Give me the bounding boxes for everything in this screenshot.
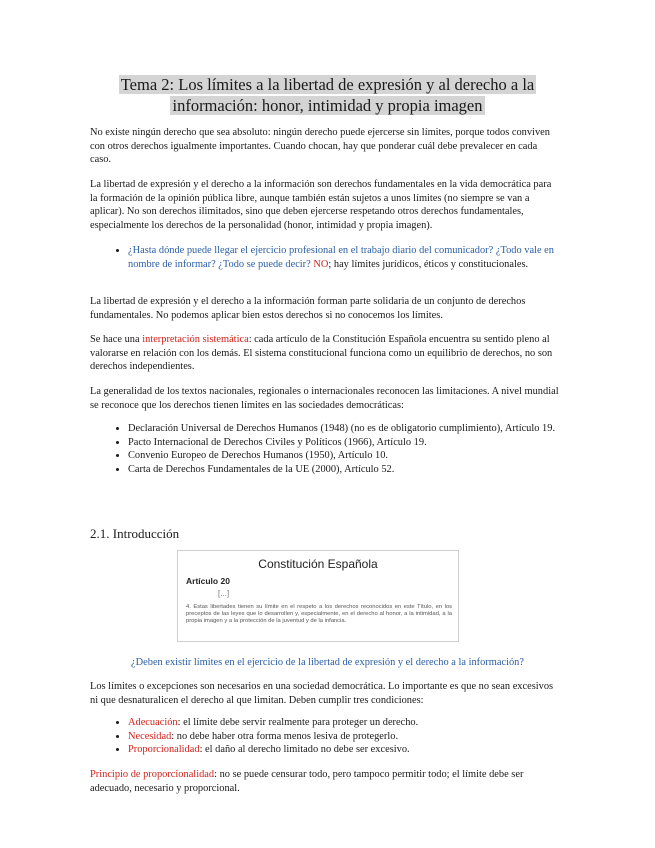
answer-rest: ; hay límites jurídicos, éticos y constitucionales. (328, 258, 529, 270)
paragraph-limits-necessary: Los límites o excepciones son necesarios en una sociedad democrática. Lo importante es que no sean excesivos ni que desnaturalicen el derecho al que limitan. Deben cumplir tres condiciones: (90, 681, 554, 706)
figure-text: 4. Estas libertades tienen su límite en el respeto a los derechos reconocidos en este Título, en los preceptos de las leyes que lo desarrollen y, especialmente, en el derecho al honor, a la intimidad, a la propia imagen y a la protección de la juventud y de la infancia. (186, 604, 452, 625)
treaties-list (90, 422, 588, 476)
list-item (128, 716, 588, 730)
term-description: : el daño al derecho limitado no debe ser excesivo. (199, 744, 410, 756)
list-item (128, 244, 588, 271)
section-heading: 2.1. Introducción (90, 526, 180, 541)
list-item (128, 730, 588, 744)
conditions-list (90, 716, 588, 757)
constitution-excerpt-image (177, 550, 459, 642)
figure-ellipsis: [...] (218, 589, 230, 598)
paragraph-generality: La generalidad de los textos nacionales, regionales o internacionales reconocen las limitaciones. A nivel mundial se reconoce que los derechos tienen límites en las sociedades democráticas: (90, 386, 559, 411)
list-item: • Convenio Europeo de Derechos Humanos (1950), Artículo 10. (128, 449, 588, 463)
list-item: • Declaración Universal de Derechos Humanos (1948) (no es de obligatorio cumplimiento), Artículo 19. (128, 422, 588, 436)
term-adecuacion: Adecuación (128, 717, 178, 728)
term-necesidad: Necesidad (128, 730, 172, 742)
question-bullet-list (90, 244, 588, 271)
question-heading: ¿Deben existir límites en el ejercicio de la libertad de expresión y el derecho a la información? (131, 657, 524, 668)
paragraph-no-absolute-rights: No existe ningún derecho que sea absoluto: ningún derecho puede ejercerse sin límites, porque todos conviven con otros derechos igualmente importantes. Cuando chocan, hay que ponderar cuál debe prevalecer en cada caso. (90, 127, 550, 166)
paragraph-proportionality-principle (90, 768, 560, 795)
list-item: • Pacto Internacional de Derechos Civiles y Políticos (1966), Artículo 19. (128, 436, 588, 450)
text-segment: : cada artículo de la Constitución Española encuentra su sentido pleno al valorarse en relación con los demás. El sistema constitucional funciona como un equilibrio de derechos, no son derechos independientes. (90, 334, 553, 373)
paragraph-systematic-interpretation (90, 333, 560, 374)
page-title (0, 74, 655, 116)
paragraph-fundamental-rights: La libertad de expresión y el derecho a la información son derechos fundamentales en la vida democrática para la formación de la opinión pública libre, aunque también están sujetos a unos límites (no siempre se van a aplicar). No son derechos ilimitados, sino que deben ejercerse respetando otros derechos fundamentales, especialmente los derechos de la personalidad (honor, intimidad y propia imagen). (90, 179, 552, 231)
title-line-1: Tema 2: Los límites a la libertad de expresión y al derecho a la (120, 75, 535, 94)
list-item (128, 743, 588, 757)
term-principio-proporcionalidad: Principio de proporcionalidad (90, 769, 215, 780)
term-description: : el límite debe servir realmente para proteger un derecho. (177, 717, 419, 728)
term-interpretacion-sistematica: interpretación sistemática (142, 334, 249, 345)
paragraph-solidarity: La libertad de expresión y el derecho a la información forman parte solidaria de un conjunto de derechos fundamentales. No podemos aplicar bien estos derechos si no conocemos los límites. (90, 296, 526, 321)
list-item: • Carta de Derechos Fundamentales de la UE (2000), Artículo 52. (128, 463, 588, 477)
text-segment: Se hace una (90, 334, 143, 345)
term-proporcionalidad: Proporcionalidad (128, 744, 200, 756)
figure-title: Constitución Española (258, 557, 378, 571)
figure-article: Artículo 20 (186, 576, 230, 586)
answer-no: NO (313, 258, 329, 270)
term-description: : no debe haber otra forma menos lesiva de protegerlo. (171, 730, 399, 742)
rhetorical-questions: ¿Hasta dónde puede llegar el ejercicio profesional en el trabajo diario del comunicador? ¿Todo vale en nombre de informar? ¿Todo se puede decir? (128, 245, 554, 270)
title-line-2: información: honor, intimidad y propia imagen (172, 96, 483, 115)
term-description: : no se puede censurar todo, pero tampoco permitir todo; el límite debe ser adecuado, necesario y proporcional. (90, 769, 524, 794)
